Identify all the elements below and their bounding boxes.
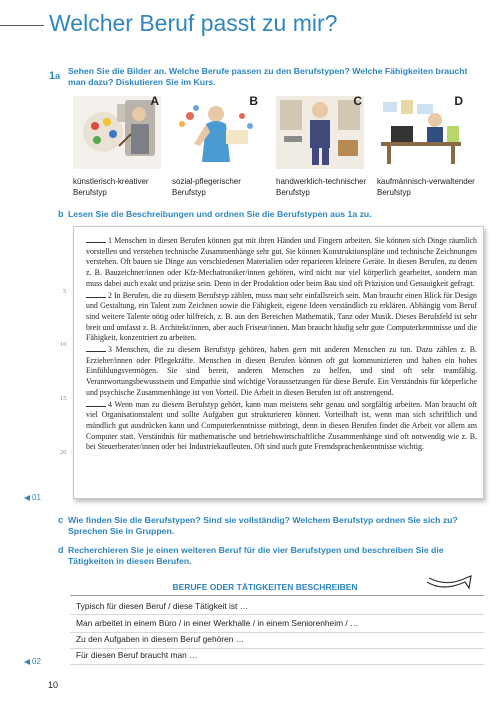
- answer-blank[interactable]: [86, 235, 106, 243]
- line-number: 5: [63, 288, 67, 295]
- phrase-divider: [70, 614, 484, 615]
- phrase-item: Für diesen Beruf braucht man …: [76, 650, 198, 660]
- paragraph-number: 2: [108, 290, 112, 300]
- audio-play-icon: [24, 495, 30, 501]
- paragraph-text: In Berufen, die zu diesem Berufstyp zählen, muss man sehr einfallsreich sein. Man braucht einen Blick für Design und Gestaltung, ein Talent zum Zeichnen sowie die Fähigkeit, eigene Ideen verständlich zu erklären. Abhängig vom Beruf sind weitere Talente nötig oder hilfreich, z. B. aus den Bereichen Mathematik, Tanz oder Musik. Dieses Berufsfeld ist sehr breit und umfasst z. B. Architekt/innen, aber auch Friseur/innen. Man braucht häufig sehr gute Computerkenntnisse und die Fähigkeit, konzentriert zu arbeiten.: [86, 290, 477, 343]
- answer-blank[interactable]: [86, 290, 106, 298]
- paragraph-text: Menschen in diesen Berufen können gut mit ihren Händen und Fingern arbeiten. Sie können sich Dinge räumlich vorstellen und verstehen technische Zusammenhänge sehr gut. Sie können Konstruktionspläne und technische Zeichnungen verstehen. Oft bauen sie Dinge aus verschiedenen Materialien oder reparieren kleinere Geräte. In diesen Berufen, zu denen z. B. Bauzeichner/innen oder Kfz-Mechatroniker/innen gehören, wird nicht nur viel körperlich gearbeitet, sondern man muss dabei auch exakt und präzise sein. Denn in der Produktion oder beim Bau sind oft Präzision und Genauigkeit gefragt.: [86, 236, 477, 288]
- paragraph-1: [86, 235, 477, 290]
- phrase-item: Typisch für diesen Beruf / diese Tätigkeit ist …: [76, 601, 249, 611]
- image-a-artistic: [73, 96, 161, 169]
- phrase-divider: [70, 632, 484, 633]
- paragraph-3: [86, 344, 477, 399]
- phrase-divider: [70, 648, 484, 649]
- audio-track-number: 01: [32, 493, 41, 502]
- exercise-1-number: 1: [49, 70, 56, 82]
- phrase-divider: [70, 664, 484, 665]
- audio-track-number: 02: [32, 657, 41, 666]
- audio-track-02[interactable]: [24, 657, 41, 666]
- line-number: 15: [60, 395, 67, 402]
- image-letter: D: [454, 94, 463, 108]
- line-number: 20: [60, 449, 67, 456]
- exercise-1c-instruction: Wie finden Sie die Berufstypen? Sind sie vollständig? Welchem Berufstyp ordnen Sie sich zu? Sprechen Sie in Gruppen.: [68, 515, 458, 536]
- answer-blank[interactable]: [86, 344, 106, 352]
- audio-play-icon: [24, 659, 30, 665]
- page-number: 10: [48, 680, 59, 690]
- exercise-number: [49, 66, 60, 84]
- painter-illustration: [73, 96, 161, 169]
- caption-a: künstlerisch-kreativer Berufstyp: [73, 177, 149, 197]
- image-c-technical: [276, 96, 364, 169]
- page-title: Welcher Beruf passt zu mir?: [49, 10, 338, 36]
- phrase-item: Zu den Aufgaben in diesem Beruf gehören …: [76, 634, 245, 644]
- phrase-item: Man arbeitet in einem Büro / in einer Werkhalle / in einem Seniorenheim / …: [76, 618, 359, 628]
- exercise-1c-letter: c: [58, 515, 64, 525]
- paragraph-number: 1: [108, 236, 112, 245]
- office-worker-illustration: [377, 96, 465, 169]
- paragraph-text: Menschen, die zu diesem Berufstyp gehören, haben gern mit anderen Menschen zu tun. Dazu zählen z. B. Erzieher/innen oder Pflegekräfte. Menschen in diesen Berufen können oft gut kommunizieren und haben ein hohes Einfühlungsvermögen. Sie sind bereit, anderen Menschen zu helfen, und sind oft sehr teamfähig. Verantwortungsbewusstsein und Empathie sind wichtige Voraussetzungen für diese Berufe. Ein Verständnis für körperliche und psychische Zusammenhänge ist von Vorteil. Die Arbeit in diesen Berufen ist oft anstrengend.: [86, 345, 477, 397]
- paragraph-text: Wenn man zu diesem Berufstyp gehört, kann man meistens sehr genau und sorgfältig arbeiten. Man braucht oft viel Organisationstalent und sollte Aufgaben gut strukturieren können. Vorteilhaft ist, wenn man sich schriftlich und mündlich gut ausdrücken kann und Computerkenntnisse mitbringt, denn in diesen Berufen findet die Arbeit vor allem am Computer statt. Verständnis für mathematische und betriebswirtschaftliche Zusammenhänge sind oft notwendig wie z. B. bei Steuerberater/innen oder bei Industriekaufleuten. Oft sind auch gute Fremdsprachenkenntnisse wichtig.: [86, 399, 477, 452]
- exercise-1a-instruction: Sehen Sie die Bilder an. Welche Berufe passen zu den Berufstypen? Welche Fähigkeiten braucht man dazu? Diskutieren Sie im Kurs.: [68, 66, 468, 87]
- audio-track-01[interactable]: [24, 493, 41, 502]
- reading-text: [86, 235, 477, 453]
- image-letter: A: [150, 94, 159, 108]
- answer-blank[interactable]: [86, 399, 106, 407]
- image-b-social: [172, 96, 260, 169]
- nurse-illustration: [172, 96, 260, 169]
- paragraph-2: [86, 290, 477, 345]
- phrase-divider: [70, 595, 484, 596]
- exercise-1d-letter: d: [58, 545, 64, 555]
- paragraph-4: [86, 399, 477, 454]
- exercise-1b-letter: b: [58, 209, 64, 219]
- paragraph-number: 4: [108, 399, 112, 409]
- exercise-1d-instruction: Recherchieren Sie je einen weiteren Beruf für die vier Berufstypen und beschreiben Sie die Tätigkeiten in diesen Berufen.: [68, 545, 444, 566]
- exercise-1b-instruction: Lesen Sie die Beschreibungen und ordnen Sie die Berufstypen aus 1a zu.: [68, 209, 372, 219]
- line-number: 10: [60, 341, 67, 348]
- mechanic-illustration: [276, 96, 364, 169]
- caption-c: handwerklich-technischer Berufstyp: [276, 177, 367, 197]
- caption-b: sozial-pflegerischer Berufstyp: [172, 177, 241, 197]
- caption-d: kaufmännisch-verwaltender Berufstyp: [377, 177, 475, 197]
- title-rule: [0, 25, 44, 26]
- image-letter: C: [353, 94, 362, 108]
- image-letter: B: [249, 94, 258, 108]
- reading-text-box: [73, 226, 484, 499]
- phrase-box-title: BERUFE ODER TÄTIGKEITEN BESCHREIBEN: [172, 582, 358, 592]
- speech-bubble-icon: [425, 570, 480, 592]
- paragraph-number: 3: [108, 345, 112, 355]
- image-d-commercial: [377, 96, 465, 169]
- exercise-1a-letter: a: [55, 71, 61, 81]
